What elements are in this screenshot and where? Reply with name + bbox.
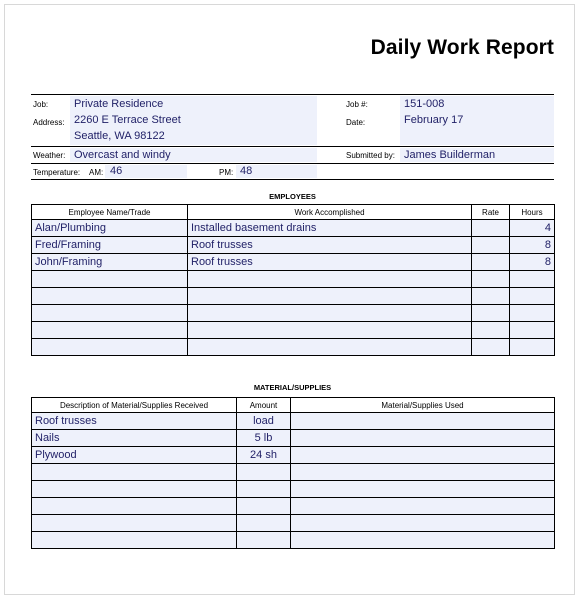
material-cell[interactable]	[32, 532, 237, 549]
job-label: Job:	[33, 100, 49, 109]
hours-cell[interactable]	[510, 271, 555, 288]
material-cell[interactable]	[32, 498, 237, 515]
hours-cell[interactable]	[510, 339, 555, 356]
work-cell[interactable]	[188, 305, 472, 322]
used-cell[interactable]	[291, 464, 555, 481]
table-row	[32, 254, 555, 271]
work-cell[interactable]	[188, 271, 472, 288]
materials-table	[31, 397, 555, 549]
address-line1: 2260 E Terrace Street	[74, 114, 181, 126]
date-label: Date:	[346, 118, 366, 127]
table-row	[32, 413, 555, 430]
rate-cell[interactable]	[472, 305, 510, 322]
header-top-rule	[31, 94, 554, 95]
table-row	[32, 498, 555, 515]
header-bottom-rule	[31, 179, 554, 180]
employee-cell[interactable]	[32, 305, 188, 322]
weather-value: Overcast and windy	[74, 149, 171, 161]
used-cell[interactable]	[291, 413, 555, 430]
rate-cell[interactable]	[472, 339, 510, 356]
used-cell[interactable]	[291, 532, 555, 549]
employee-cell[interactable]: John/Framing	[32, 254, 188, 271]
col-material-received: Description of Material/Supplies Received	[32, 398, 237, 413]
table-row	[32, 322, 555, 339]
work-cell[interactable]	[188, 288, 472, 305]
table-row	[32, 237, 555, 254]
report-title: Daily Work Report	[370, 36, 554, 59]
rate-cell[interactable]	[472, 271, 510, 288]
work-cell[interactable]	[188, 339, 472, 356]
job-value: Private Residence	[74, 98, 164, 110]
hours-cell[interactable]: 8	[510, 237, 555, 254]
material-cell[interactable]: Plywood	[32, 447, 237, 464]
employee-cell[interactable]	[32, 339, 188, 356]
amount-cell[interactable]: 5 lb	[237, 430, 291, 447]
table-row	[32, 339, 555, 356]
header-rule-3	[31, 163, 554, 164]
col-hours: Hours	[510, 205, 555, 220]
col-rate: Rate	[472, 205, 510, 220]
table-row	[32, 464, 555, 481]
table-row	[32, 515, 555, 532]
materials-header-row	[32, 398, 555, 413]
employee-cell[interactable]: Fred/Framing	[32, 237, 188, 254]
weather-label: Weather:	[33, 151, 66, 160]
material-cell[interactable]	[32, 481, 237, 498]
amount-cell[interactable]	[237, 515, 291, 532]
submitted-label: Submitted by:	[346, 151, 395, 160]
table-row	[32, 447, 555, 464]
hours-cell[interactable]: 4	[510, 220, 555, 237]
hours-cell[interactable]	[510, 305, 555, 322]
jobno-label: Job #:	[346, 100, 368, 109]
amount-cell[interactable]: load	[237, 413, 291, 430]
work-cell[interactable]: Installed basement drains	[188, 220, 472, 237]
amount-cell[interactable]	[237, 532, 291, 549]
used-cell[interactable]	[291, 498, 555, 515]
material-cell[interactable]	[32, 464, 237, 481]
rate-cell[interactable]	[472, 254, 510, 271]
jobno-value: 151-008	[404, 98, 445, 110]
amount-cell[interactable]: 24 sh	[237, 447, 291, 464]
employee-cell[interactable]	[32, 322, 188, 339]
submitted-value: James Builderman	[404, 149, 496, 161]
rate-cell[interactable]	[472, 322, 510, 339]
material-cell[interactable]: Roof trusses	[32, 413, 237, 430]
rate-cell[interactable]	[472, 288, 510, 305]
employees-table	[31, 204, 555, 356]
table-row	[32, 481, 555, 498]
employee-cell[interactable]: Alan/Plumbing	[32, 220, 188, 237]
used-cell[interactable]	[291, 481, 555, 498]
table-row	[32, 271, 555, 288]
hours-cell[interactable]	[510, 288, 555, 305]
col-material-used: Material/Supplies Used	[291, 398, 555, 413]
employee-cell[interactable]	[32, 288, 188, 305]
work-cell[interactable]: Roof trusses	[188, 237, 472, 254]
employees-section-title: EMPLOYEES	[269, 192, 316, 201]
amount-cell[interactable]	[237, 464, 291, 481]
rate-cell[interactable]	[472, 237, 510, 254]
table-row	[32, 288, 555, 305]
table-row	[32, 430, 555, 447]
pm-value: 48	[240, 165, 253, 177]
col-work-accomplished: Work Accomplished	[188, 205, 472, 220]
date-value: February 17	[404, 114, 464, 126]
employee-cell[interactable]	[32, 271, 188, 288]
table-row	[32, 220, 555, 237]
materials-section-title: MATERIAL/SUPPLIES	[253, 383, 332, 392]
am-value: 46	[110, 165, 123, 177]
col-employee-name: Employee Name/Trade	[32, 205, 188, 220]
work-cell[interactable]: Roof trusses	[188, 254, 472, 271]
hours-cell[interactable]: 8	[510, 254, 555, 271]
pm-label: PM:	[219, 168, 234, 177]
material-cell[interactable]: Nails	[32, 430, 237, 447]
used-cell[interactable]	[291, 430, 555, 447]
address-line2: Seattle, WA 98122	[74, 130, 165, 142]
table-row	[32, 305, 555, 322]
used-cell[interactable]	[291, 515, 555, 532]
am-label: AM:	[89, 168, 104, 177]
used-cell[interactable]	[291, 447, 555, 464]
amount-cell[interactable]	[237, 498, 291, 515]
table-row	[32, 532, 555, 549]
col-amount: Amount	[237, 398, 291, 413]
header-rule-2	[31, 146, 554, 147]
hours-cell[interactable]	[510, 322, 555, 339]
temperature-label: Temperature:	[33, 168, 81, 177]
address-label: Address:	[33, 118, 65, 127]
material-cell[interactable]	[32, 515, 237, 532]
employees-header-row	[32, 205, 555, 220]
rate-cell[interactable]	[472, 220, 510, 237]
amount-cell[interactable]	[237, 481, 291, 498]
work-cell[interactable]	[188, 322, 472, 339]
